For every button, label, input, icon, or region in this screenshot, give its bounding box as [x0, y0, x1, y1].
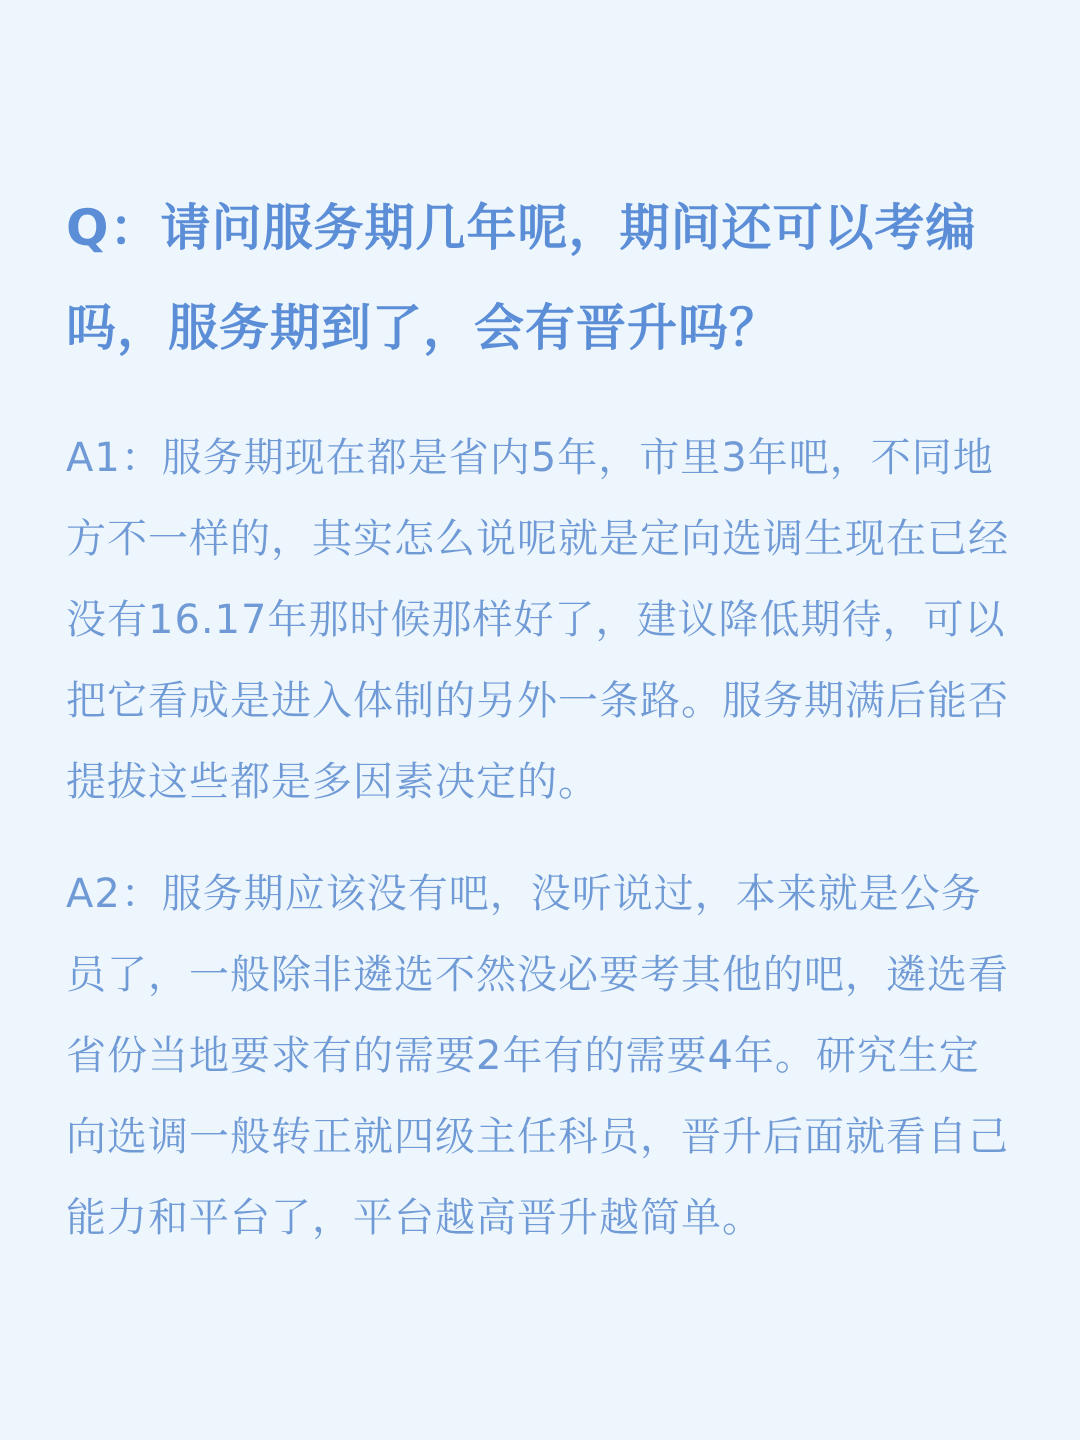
question-text: Q：请问服务期几年呢，期间还可以考编吗，服务期到了，会有晋升吗？ [66, 199, 977, 357]
answer-2-text: A2：服务期应该没有吧，没听说过，本来就是公务员了，一般除非遴选不然没必要考其他的吧，遴选看省份当地要求有的需要2年有的需要4年。研究生定向选调一般转正就四级主任科员，晋升后面就看自己能力和平台了，平台越高晋升越简单。 [66, 871, 1009, 1241]
answer-1-text: A1：服务期现在都是省内5年，市里3年吧，不同地方不一样的，其实怎么说呢就是定向选调生现在已经没有16.17年那时候那样好了，建议降低期待，可以把它看成是进入体制的另外一条路。服务期满后能否提拔这些都是多因素决定的。 [66, 435, 1009, 805]
